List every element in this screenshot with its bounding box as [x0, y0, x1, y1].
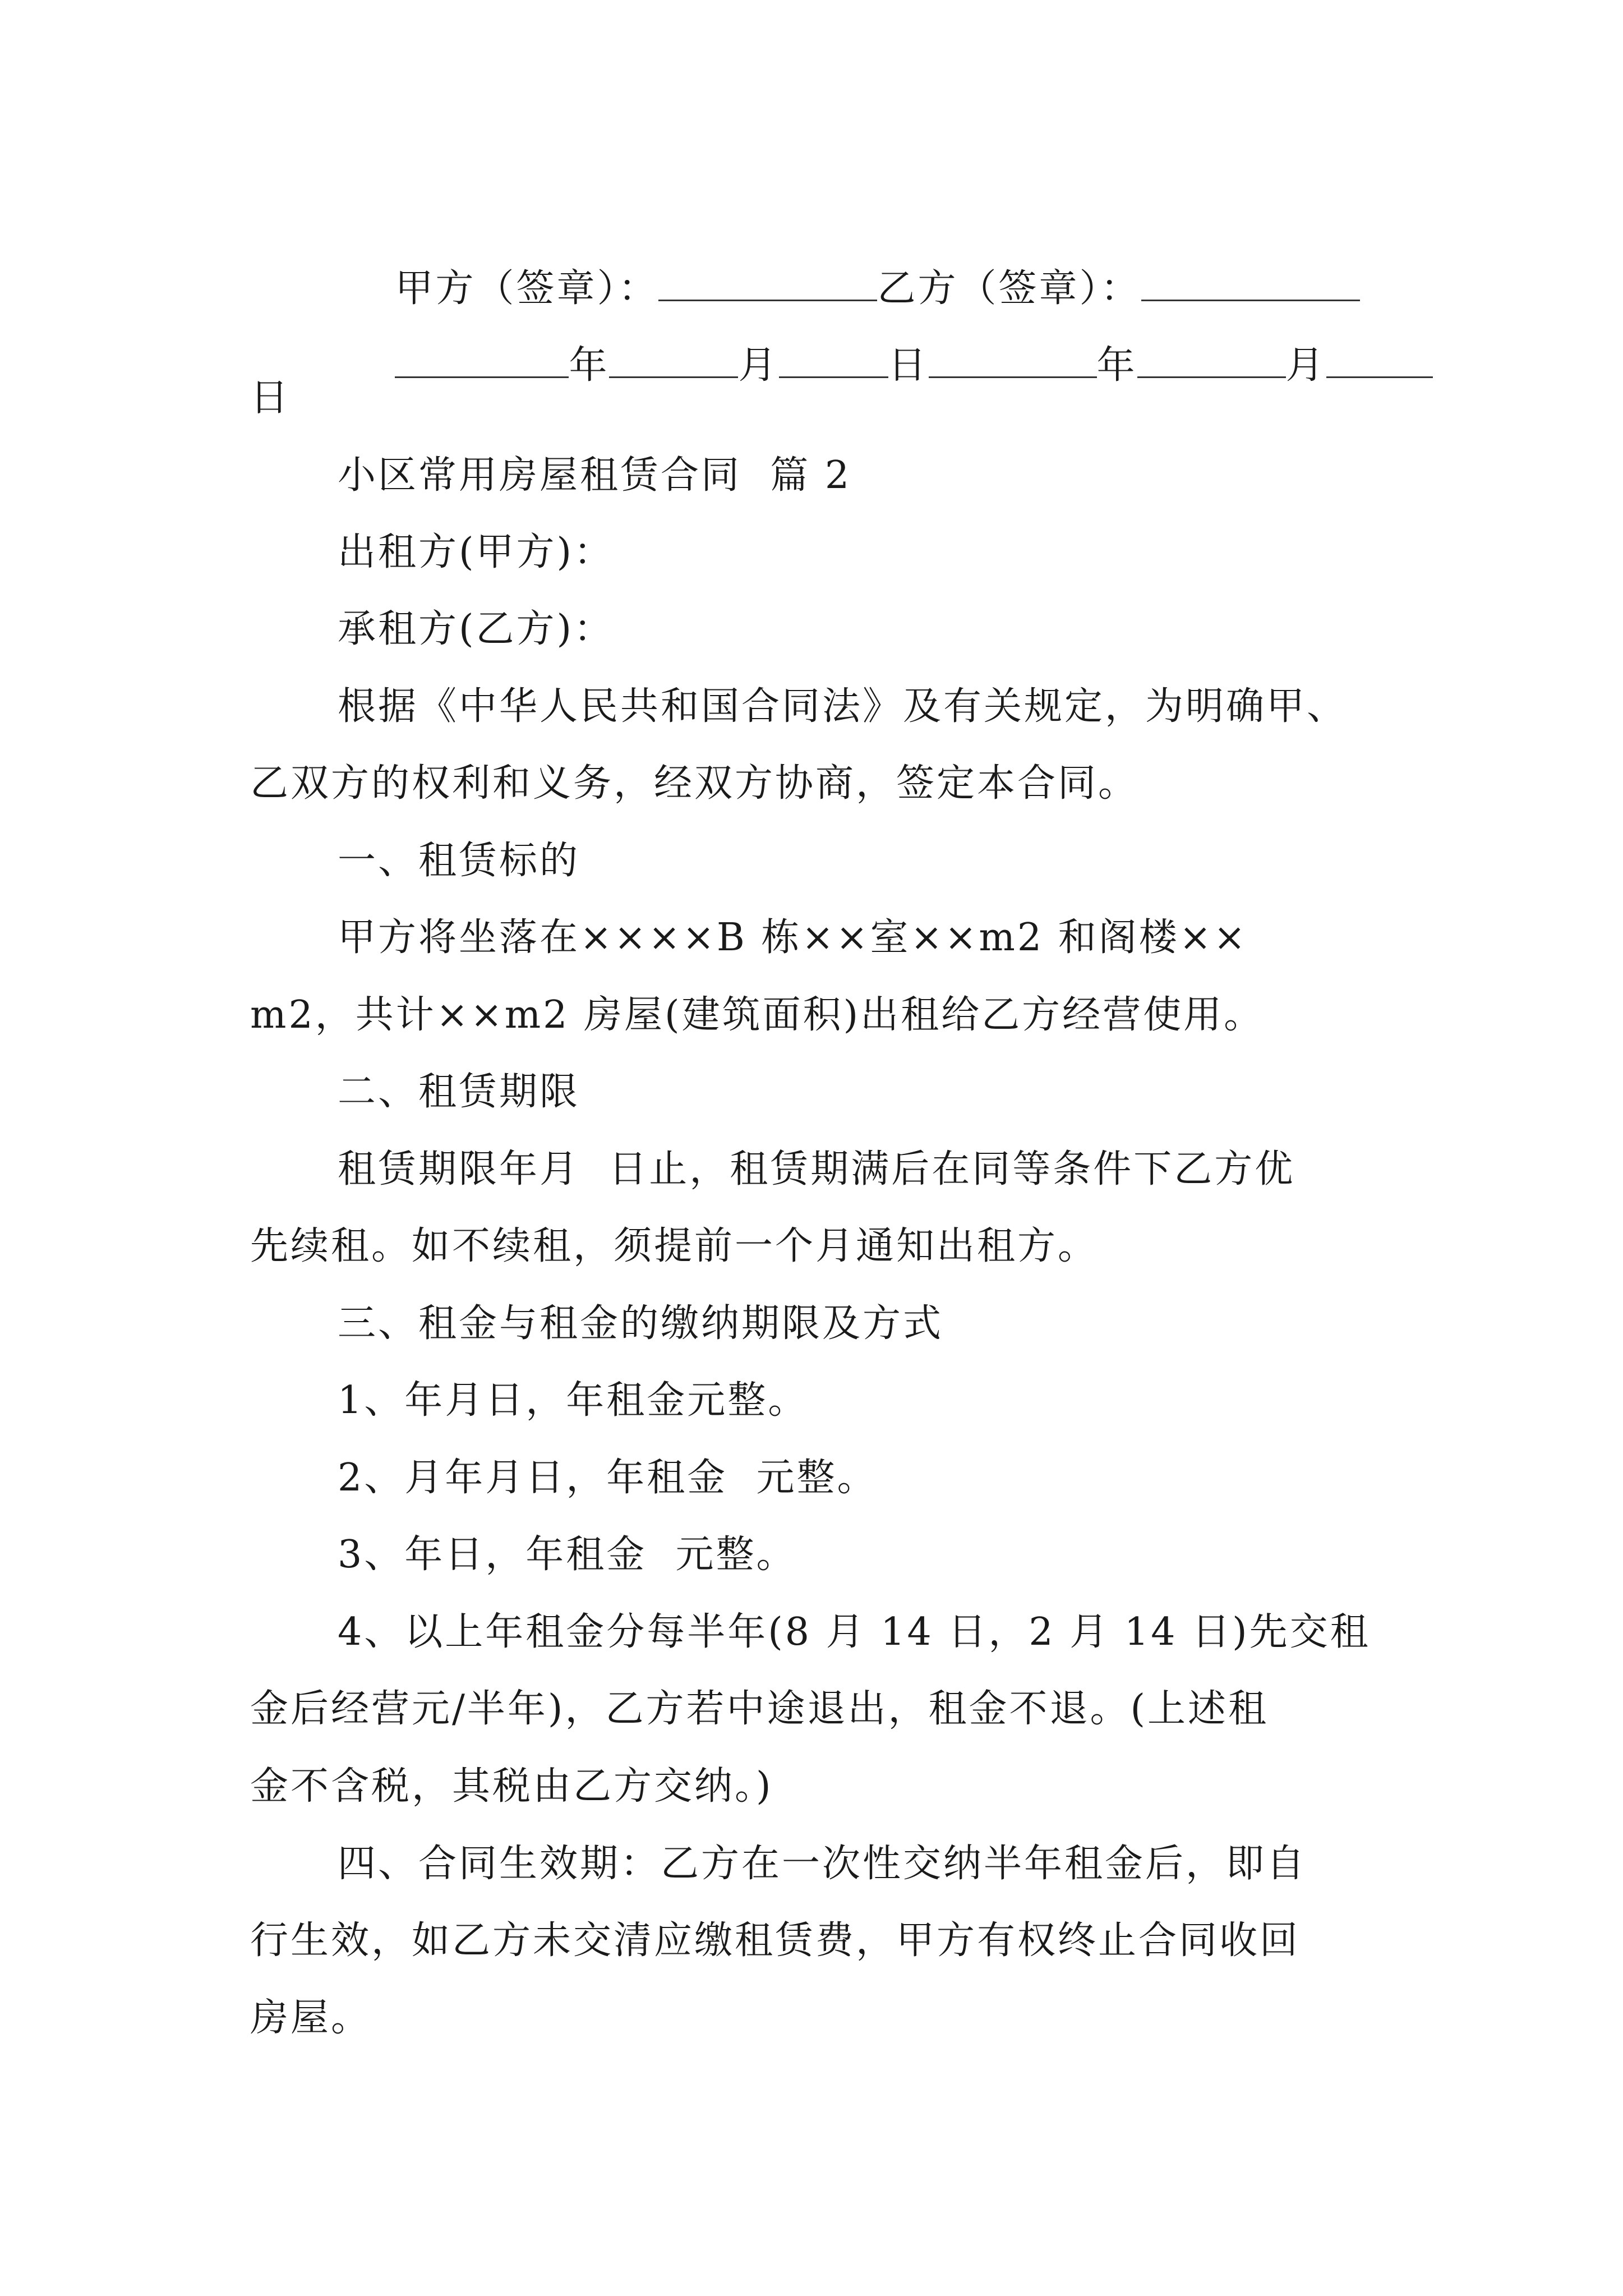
party-a-signature-label: 甲方（签章）： [395, 266, 659, 311]
section-title: 三、租金与租金的缴纳期限及方式 [338, 1301, 944, 1346]
party-a-month-blank[interactable] [609, 344, 738, 378]
party-b-year-blank[interactable] [929, 344, 1097, 378]
section-body-line: 甲方将坐落在××××B 栋××室××m2 和阁楼×× [338, 915, 1248, 960]
section-body-line: 租赁期限年月 日止，租赁期满后在同等条件下乙方优 [338, 1147, 1295, 1191]
month-label: 月 [1285, 343, 1326, 388]
section-body-line: 四、合同生效期：乙方在一次性交纳半年租金后，即自 [338, 1842, 1307, 1886]
preamble-line: 根据《中华人民共和国合同法》及有关规定，为明确甲、 [338, 684, 1348, 729]
section-title: 一、租赁标的 [338, 839, 580, 883]
list-item-continuation: 金后经营元/半年)，乙方若中途退出，租金不退。(上述租 [250, 1687, 1269, 1731]
contract-heading: 小区常用房屋租赁合同 篇 2 [338, 453, 852, 498]
lessee-line: 承租方(乙方)： [338, 607, 615, 651]
party-a-year-blank[interactable] [395, 344, 569, 378]
section-body-line: m2，共计××m2 房屋(建筑面积)出租给乙方经营使用。 [250, 993, 1265, 1037]
list-item-continuation: 金不含税，其税由乙方交纳。) [250, 1764, 773, 1809]
date-line [338, 298, 1433, 433]
section-body-line: 房屋。 [250, 1996, 372, 2040]
section-title: 二、租赁期限 [338, 1070, 580, 1114]
lessor-line: 出租方(甲方)： [338, 530, 615, 574]
day-label-wrap: 日 [250, 376, 291, 420]
list-item: 2、月年月日，年租金 元整。 [338, 1456, 878, 1500]
party-a-signature-blank[interactable] [658, 267, 877, 301]
section-body-line: 行生效，如乙方未交清应缴租赁费，甲方有权终止合同收回 [250, 1918, 1301, 1963]
list-item: 4、以上年租金分每半年(8 月 14 日，2 月 14 日)先交租 [338, 1610, 1371, 1654]
list-item: 3、年日，年租金 元整。 [338, 1533, 797, 1577]
month-label: 月 [738, 343, 779, 388]
day-label: 日 [888, 343, 929, 388]
party-b-day-blank[interactable] [1326, 344, 1433, 378]
list-item: 1、年月日，年租金元整。 [338, 1378, 809, 1423]
year-label: 年 [1096, 343, 1137, 388]
party-b-month-blank[interactable] [1137, 344, 1286, 378]
party-b-signature-blank[interactable] [1141, 267, 1360, 301]
year-label: 年 [569, 343, 610, 388]
party-a-day-blank[interactable] [779, 344, 888, 378]
party-b-signature-label: 乙方（签章）： [877, 266, 1141, 311]
section-body-line: 先续租。如不续租，须提前一个月通知出租方。 [250, 1224, 1099, 1268]
preamble-line: 乙双方的权利和义务，经双方协商，签定本合同。 [250, 761, 1139, 806]
